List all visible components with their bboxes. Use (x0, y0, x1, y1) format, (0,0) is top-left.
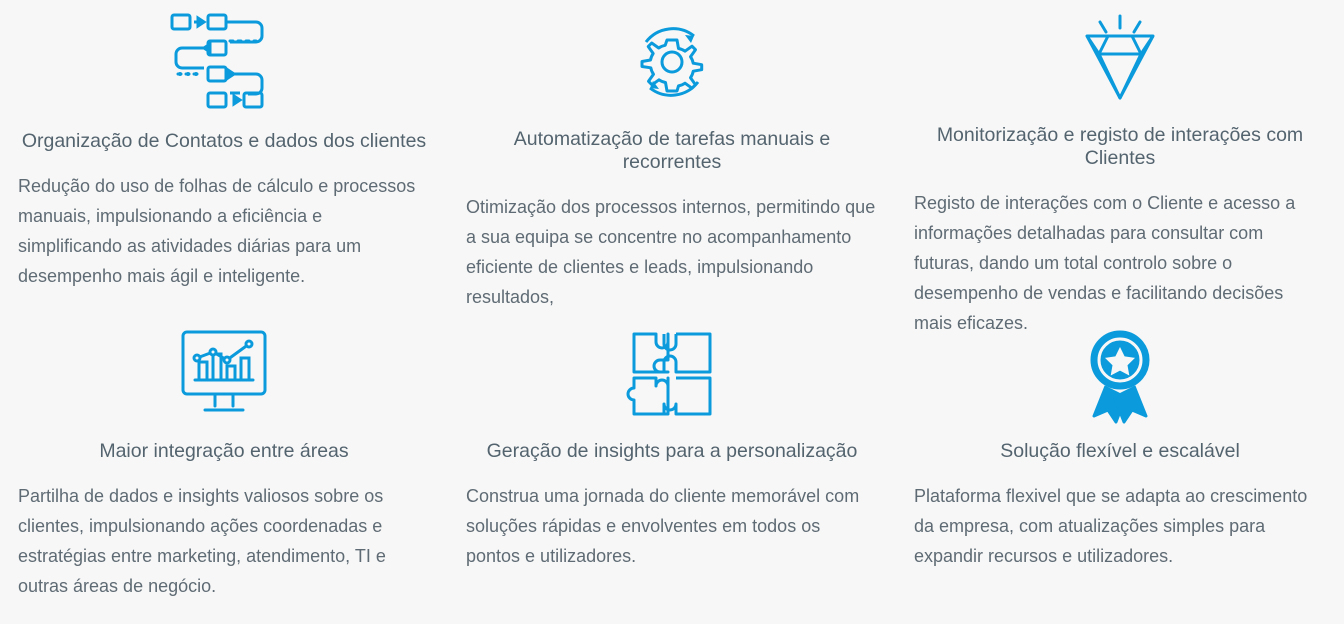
feature-card (0, 0, 448, 312)
feature-body: Otimização dos processos internos, permitindo que a sua equipa se concentre no acompanhamento eficiente de clientes e leads, impulsionando resultados, (466, 197, 876, 307)
monitor-chart-icon (171, 320, 277, 428)
feature-card (448, 312, 896, 624)
diamond-icon (1067, 8, 1173, 112)
feature-title: Geração de insights para a personalização (486, 440, 858, 462)
feature-body: Registo de interações com o Cliente e acesso a informações detalhadas para consultar com futuras, dando um total controlo sobre o desempenho de vendas e facilitando decisões mais eficazes. (914, 193, 1296, 333)
feature-body: Partilha de dados e insights valiosos sobre os clientes, impulsionando ações coordenadas e estratégias entre marketing, atendimento, TI e outras áreas de negócio. (18, 486, 386, 596)
feature-card (896, 312, 1344, 624)
feature-card (896, 0, 1344, 333)
feature-card (0, 312, 448, 624)
gear-refresh-icon (620, 8, 724, 116)
award-ribbon-icon (1070, 320, 1170, 428)
feature-title: Monitorização e registo de interações com Clientes (936, 124, 1304, 169)
feature-title: Organização de Contatos e dados dos clientes (21, 130, 427, 152)
feature-body: Redução do uso de folhas de cálculo e processos manuais, impulsionando a eficiência e simplificando as atividades diárias para um desempenho mais ágil e inteligente. (18, 176, 416, 286)
puzzle-pieces-icon (620, 320, 724, 428)
feature-title: Maior integração entre áreas (99, 440, 349, 462)
feature-body: Plataforma flexivel que se adapta ao crescimento da empresa, com atualizações simples para expandir recursos e utilizadores. (914, 486, 1308, 566)
feature-title: Solução flexível e escalável (1000, 440, 1240, 462)
workflow-diagram-icon (164, 8, 284, 118)
feature-card (448, 0, 896, 312)
feature-title: Automatização de tarefas manuais e recorrentes (513, 128, 831, 173)
feature-body: Construa uma jornada do cliente memorável com soluções rápidas e envolventes em todos os pontos e utilizadores. (466, 486, 860, 566)
